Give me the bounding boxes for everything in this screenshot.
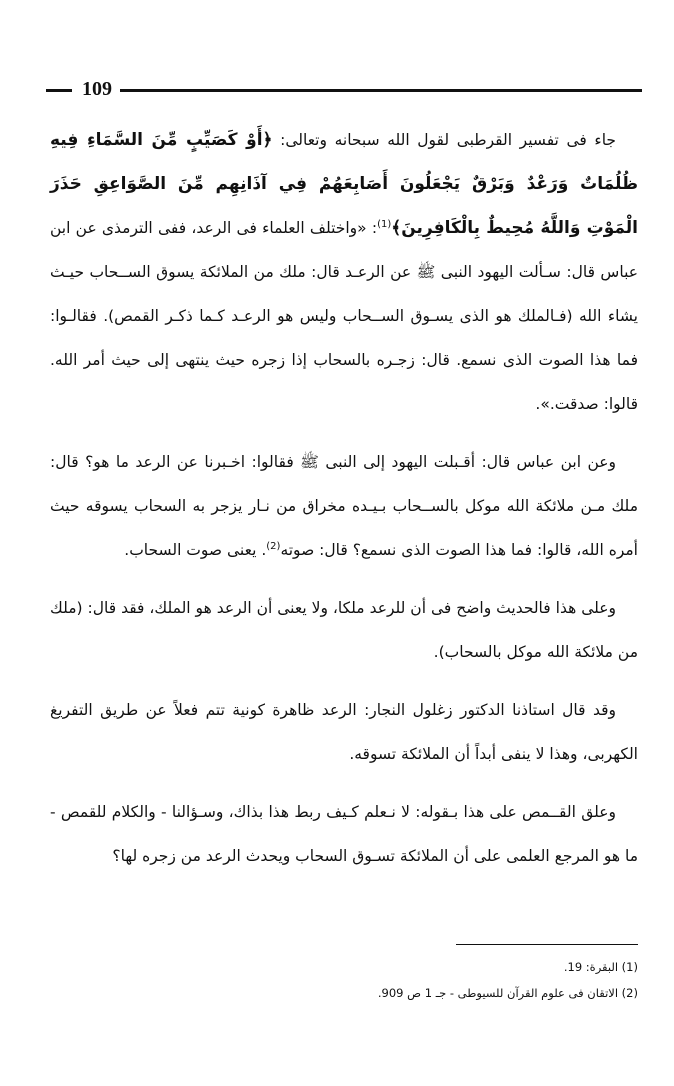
paragraph-1 (50, 118, 638, 426)
header-rule-right (120, 89, 642, 92)
paragraph-5-text: وعلق القــمص على هذا بـقوله: لا نـعلم كـيف ربط هذا بذاك، وسـؤالنا - والكلام للقمص - ما هو المرجع العلمى على أن الملائكة تسـوق السحاب ويحدث الرعد من زجره لها؟ (50, 803, 638, 865)
paragraph-3-text: وعلى هذا فالحديث واضح فى أن للرعد ملكا، ولا يعنى أن الرعد هو الملك، فقد قال: (ملك من ملائكة الله موكل بالسحاب). (50, 599, 638, 661)
paragraph-3 (50, 586, 638, 674)
header-rule-left (46, 89, 72, 92)
paragraph-2 (50, 440, 638, 572)
footnote-ref-2: (2) (266, 540, 281, 552)
page-header (46, 74, 642, 104)
paragraph-4 (50, 688, 638, 776)
page-number: 109 (82, 78, 112, 100)
footnote-ref-1: (1) (377, 218, 392, 230)
quran-verse: ﴿أَوْ كَصَيِّبٍ مِّنَ السَّمَاءِ فِيهِ ظُلُمَاتٌ وَرَعْدٌ وَبَرْقٌ يَجْعَلُونَ أَصَابِعَهُمْ فِي آذَانِهِم مِّنَ الصَّوَاعِقِ حَذَرَ الْمَوْتِ وَاللَّهُ مُحِيطٌ بِالْكَافِرِينَ﴾ (50, 130, 638, 238)
paragraph-1-intro: جاء فى تفسير القرطبى لقول الله سبحانه وتعالى: (272, 131, 616, 149)
paragraph-2-text: وعن ابن عباس قال: أقـبلت اليهود إلى النبى ﷺ فقالوا: اخـبرنا عن الرعد ما هو؟ قال: ملك مـن ملائكة الله موكل بالســحاب بـيـده مخراق من نـار يزجر به السحاب يسوقه حيث أمره الله، قالوا: فما هذا الصوت الذى نسمع؟ قال: صوته (50, 453, 638, 559)
footnote-divider (456, 944, 638, 945)
footnotes (200, 954, 638, 1006)
paragraph-2-tail: . يعنى صوت السحاب. (124, 541, 267, 559)
paragraph-4-text: وقد قال استاذنا الدكتور زغلول النجار: الرعد ظاهرة كونية تتم فعلاً عن طريق التفريغ الكهربى، وهذا لا ينفى أبداً أن الملائكة تسوقه. (50, 701, 638, 763)
footnote-1: (1) البقرة: 19. (563, 960, 638, 974)
paragraph-1-rest: : «واختلف العلماء فى الرعد، ففى الترمذى عن ابن عباس قال: سـألت اليهود النبى ﷺ عن الرعـد قال: ملك من الملائكة يسوق الســحاب حيـث يشاء الله (فـالملك هو الذى يسـوق الســحاب وليس هو الرعـد كـما ذكـر القمص). فقالـوا: فما هذا الصوت الذى نسمع. قال: زجـره بالسحاب إذا زجره حيث ينتهى إلى حيث أمر الله. قالوا: صدقت.». (50, 219, 638, 413)
main-text (50, 118, 638, 892)
footnote-2: (2) الاتقان فى علوم القرآن للسيوطى - جـ 1 ص 909. (377, 986, 638, 1000)
paragraph-5 (50, 790, 638, 878)
